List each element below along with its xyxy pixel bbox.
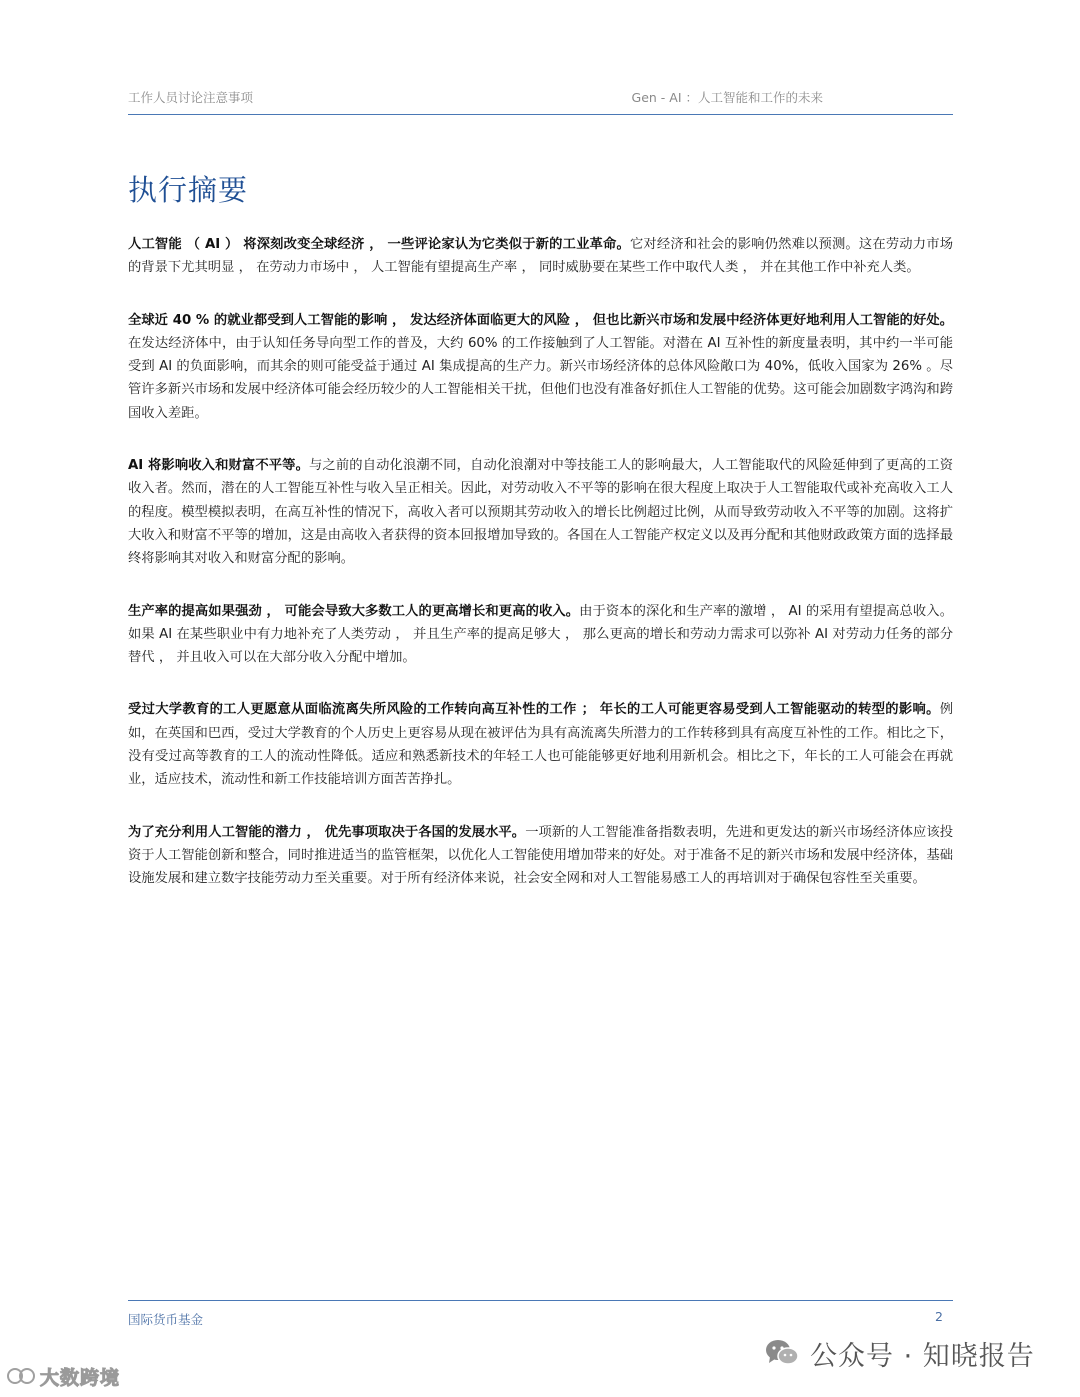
page-footer <box>128 1300 953 1325</box>
wechat-icon <box>764 1338 800 1368</box>
page-header <box>128 88 953 115</box>
paragraph-productivity <box>128 600 953 670</box>
watermark-brand <box>6 1360 120 1392</box>
watermark-account-name: 公众号 · 知晓报告 <box>810 1340 1035 1372</box>
watermark-brand-name: 大数跨境 <box>40 1366 121 1389</box>
summary-body <box>128 233 953 920</box>
paragraph-inequality <box>128 454 953 570</box>
paragraph-priorities <box>128 821 953 891</box>
paragraph-education-age <box>128 698 953 791</box>
paragraph-lead: 生产率的提高如果强劲 ， 可能会导致大多数工人的更高增长和更高的收入。 <box>128 603 580 619</box>
paragraph-text: 与之前的自动化浪潮不同，自动化浪潮对中等技能工人的影响最大，人工智能取代的风险延伸到了更高的工资收入者。然而，潜在的人工智能互补性与收入呈正相关。因此，对劳动收入不平等的影响在很大程度上取决于人工智能取代或补充高收入工人的程度。模型模拟表明，在高互补性的情况下，高收入者可以预期其劳动收入的增长比例超过比例，从而导致劳动收入不平等的加剧。这将扩大收入和财富不平等的增加，这是由高收入者获得的资本回报增加导致的。各国在人工智能产权定义以及再分配和其他财政政策方面的选择最终将影响其对收入和财富分配的影响。 <box>128 458 953 567</box>
paragraph-lead: AI 将影响收入和财富不平等。 <box>128 458 310 474</box>
watermark-wechat <box>764 1333 1035 1373</box>
footer-organization: 国际货币基金 <box>128 1312 204 1327</box>
logo-icon <box>6 1363 36 1389</box>
header-document-type: 工作人员讨论注意事项 <box>128 90 254 105</box>
page-title: 执行摘要 <box>128 173 249 207</box>
paragraph-lead: 人工智能 （ AI ） 将深刻改变全球经济 ， 一些评论家认为它类似于新的工业革命。 <box>128 237 630 252</box>
paragraph-text: 例如，在英国和巴西，受过大学教育的个人历史上更容易从现在被评估为具有高流离失所潜力的工作转移到具有高度互补性的工作。相比之下，没有受过高等教育的工人的流动性降低。适应和熟悉新技术的年轻工人也可能能够更好地利用新机会。相比之下，年长的工人可能会在再就业，适应技术，流动性和新工作技能培训方面苦苦挣扎。 <box>128 702 953 788</box>
paragraph-text: 在发达经济体中，由于认知任务导向型工作的普及，大约 60% 的工作接触到了人工智能。对潜在 AI 互补性的新度量表明，其中约一半可能受到 AI 的负面影响，而其余的则可能受益于通过 AI 集成提高的生产力。新兴市场经济体的总体风险敞口为 40%，低收入国家为 26% 。尽管许多新兴市场和发展中经济体可能会经历较少的人工智能相关干扰，但他们也没有准备好抓住人工智能的优势。这可能会加剧数字鸿沟和跨国收入差距。 <box>128 335 953 421</box>
paragraph-ai-transform-economy <box>128 233 953 280</box>
page-number: 2 <box>935 1309 943 1324</box>
paragraph-lead: 为了充分利用人工智能的潜力 ， 优先事项取决于各国的发展水平。 <box>128 824 526 840</box>
paragraph-text: 它对经济和社会的影响仍然难以预测。这在劳动力市场的背景下尤其明显 ， 在劳动力市场中 ， 人工智能有望提高生产率 ， 同时威胁要在某些工作中取代人类 ， 并在其他工作中补充人类。 <box>128 237 954 276</box>
paragraph-text: 由于资本的深化和生产率的激增 ， AI 的采用有望提高总收入。如果 AI 在某些职业中有力地补充了人类劳动 ， 并且生产率的提高足够大 ， 那么更高的增长和劳动力需求可以弥补 AI 对劳动力任务的部分替代 ， 并且收入可以在大部分收入分配中增加。 <box>128 603 953 666</box>
paragraph-lead: 全球近 40 % 的就业都受到人工智能的影响 ， 发达经济体面临更大的风险 ， 但也比新兴市场和发展中经济体更好地利用人工智能的好处。 <box>128 312 953 328</box>
paragraph-employment-exposure <box>128 309 953 425</box>
paragraph-text: 一项新的人工智能准备指数表明，先进和更发达的新兴市场经济体应该投资于人工智能创新和整合，同时推进适当的监管框架，以优化人工智能使用增加带来的好处。对于准备不足的新兴市场和发展中经济体，基础设施发展和建立数字技能劳动力至关重要。对于所有经济体来说，社会安全网和对人工智能易感工人的再培训对于确保包容性至关重要。 <box>128 824 953 887</box>
paragraph-lead: 受过大学教育的工人更愿意从面临流离失所风险的工作转向高互补性的工作 ； 年长的工人可能更容易受到人工智能驱动的转型的影响。 <box>128 702 940 718</box>
header-document-title: Gen - AI ：人工智能和工作的未来 <box>631 90 823 105</box>
